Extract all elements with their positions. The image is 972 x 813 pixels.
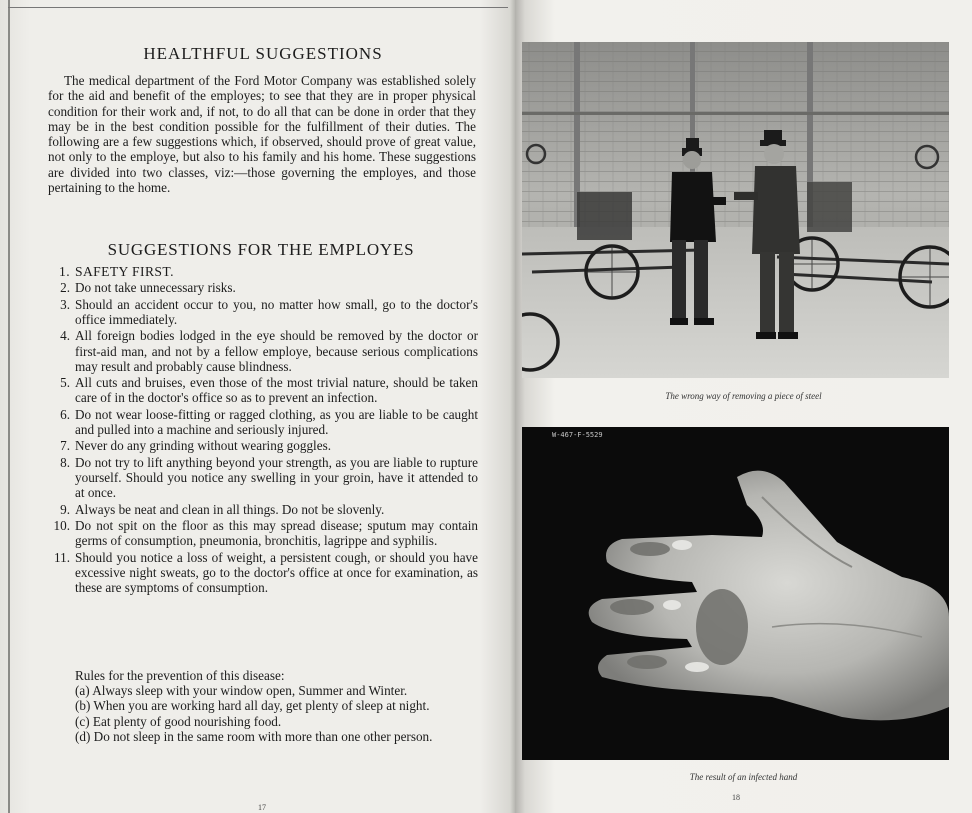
list-item (48, 280, 478, 295)
list-item (48, 455, 478, 501)
intro-paragraph: The medical department of the Ford Motor Company was established solely for the aid and benefit of the employes; to see that they are in proper physical condition for their work and, if not, to do all that can be done in order that they may be in the best condition possible for the fulfillment of their duties. The following are a few suggestions which, if observed, should prove of great value, not only to the employe, but also to his family and his home. These suggestions are divided into two classes, viz:—those governing the employes, and those pertaining to the home. (48, 73, 476, 196)
list-item (48, 328, 478, 374)
item-number: 8. (60, 454, 70, 470)
item-text: SAFETY FIRST. (75, 264, 174, 279)
item-text: Should an accident occur to you, no matter how small, go to the doctor's office immediately. (75, 296, 478, 327)
suggestions-list (48, 264, 478, 596)
item-number: 1. (59, 264, 70, 279)
page-title: HEALTHFUL SUGGESTIONS (143, 44, 383, 63)
street-scene-photo (522, 42, 949, 378)
item-number: 5. (60, 375, 70, 391)
negative-number: W-467-F-5529 (552, 431, 603, 439)
item-text: Should you notice a loss of weight, a persistent cough, or should you have excessive night sweats, go to the doctor's office at once for examination, as these are symptoms of consumption. (75, 549, 478, 595)
item-number: 10. (53, 517, 70, 533)
page-number-right: 18 (732, 793, 740, 802)
photo-caption-bottom: The result of an infected hand (689, 772, 798, 782)
page-number-left: 17 (258, 803, 266, 812)
photo-two-men-with-car-chassis (522, 42, 949, 378)
list-item (48, 438, 478, 453)
photo-caption-top: The wrong way of removing a piece of steel (665, 391, 822, 401)
item-number: 7. (60, 438, 70, 454)
list-item (48, 502, 478, 517)
list-item (48, 264, 478, 279)
item-number: 3. (60, 296, 70, 312)
rule-item: (b) When you are working hard all day, get plenty of sleep at night. (75, 698, 430, 714)
item-text: Always be neat and clean in all things. Do not be slovenly. (75, 501, 385, 517)
item-number: 2. (60, 280, 70, 296)
item-text: All foreign bodies lodged in the eye should be removed by the doctor or first-aid man, and not by a fellow employe, because serious complications may result and probably cause blindness. (75, 328, 478, 374)
list-item (48, 375, 478, 405)
item-text: Do not take unnecessary risks. (75, 280, 236, 296)
item-text: Never do any grinding without wearing goggles. (75, 438, 332, 454)
rule-item: (d) Do not sleep in the same room with more than one other person. (75, 728, 433, 744)
photo-infected-hand (522, 427, 949, 760)
section-heading: SUGGESTIONS FOR THE EMPLOYES (107, 240, 415, 259)
list-item (48, 297, 478, 327)
item-text: Do not try to lift anything beyond your strength, as you are liable to rupture yourself. Should you notice any swelling in your groin, have it attended to at once. (75, 454, 478, 501)
page-edge-line (8, 0, 10, 813)
prevention-rules (75, 668, 478, 744)
item-number: 9. (60, 501, 70, 517)
rule-item: (c) Eat plenty of good nourishing food. (75, 713, 282, 729)
item-number: 6. (60, 406, 70, 422)
top-rule-line (8, 7, 508, 8)
list-item (48, 550, 478, 596)
item-text: Do not wear loose-fitting or ragged clothing, as you are liable to be caught and pulled into a machine and seriously injured. (75, 406, 478, 437)
item-text: Do not spit on the floor as this may spread disease; sputum may contain germs of consumption, pneumonia, bronchitis, lagrippe and syphilis. (75, 517, 478, 549)
item-number: 11. (54, 549, 70, 565)
list-item (48, 407, 478, 437)
item-number: 4. (60, 328, 70, 344)
right-page (515, 0, 972, 813)
item-text: All cuts and bruises, even those of the most trivial nature, should be taken care of in the doctor's office so as to prevent an infection. (75, 375, 478, 406)
list-item (48, 518, 478, 548)
rule-item: (a) Always sleep with your window open, Summer and Winter. (75, 683, 408, 699)
hand-photo (522, 427, 949, 760)
rules-intro: Rules for the prevention of this disease: (75, 668, 285, 683)
